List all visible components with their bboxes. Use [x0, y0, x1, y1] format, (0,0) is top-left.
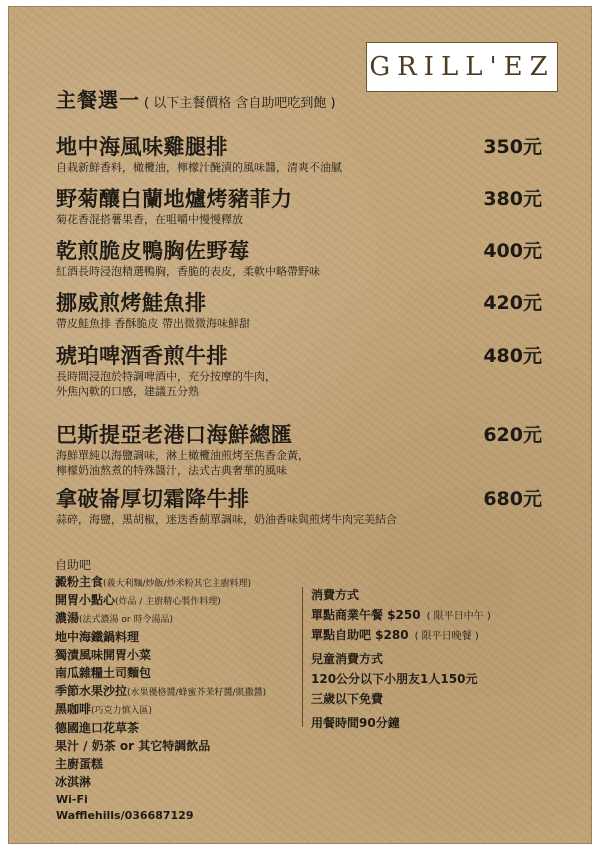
buffet-item-note: (法式濃湯 or 時令湯品) [79, 615, 173, 626]
dish-price: 680元 [483, 488, 542, 510]
buffet-item-text: 澱粉主食 [55, 575, 104, 589]
dish-price: 480元 [483, 345, 542, 367]
buffet-item-text: 南瓜雜糧土司麵包 [55, 666, 152, 681]
dish-description: 帶皮鮭魚排 香酥脆皮 帶出微微海味鮮甜 [56, 317, 250, 330]
buffet-item-text: 獨漬風味開胃小菜 [55, 647, 152, 662]
payment-option-text: 單點商業午餐 $250 [311, 608, 421, 622]
dish-item [56, 238, 542, 279]
buffet-item [55, 701, 305, 719]
dish-item [56, 186, 542, 227]
buffet-item [55, 720, 305, 738]
payment-option [311, 606, 491, 623]
buffet-item-text: 地中海鐵鍋料理 [55, 629, 140, 644]
buffet-item-note: (義大利麵/炒飯/炒米粉其它主廚料理) [103, 579, 252, 589]
dish-description: 自栽新鮮香料，橄欖油，檸檬汁醃漬的風味醬，清爽不油膩 [56, 161, 342, 174]
dining-time: 用餐時間90分鐘 [311, 716, 400, 730]
kids-pricing-line: 三歲以下免費 [311, 692, 384, 706]
column-divider [302, 587, 303, 727]
dish-item [56, 422, 542, 478]
dish-name: 乾煎脆皮鴨胸佐野莓 [56, 239, 250, 263]
dish-description: 海鮮單純以海鹽調味，淋上橄欖油煎烤至焦香金黃， [56, 449, 309, 462]
buffet-item [55, 647, 305, 665]
buffet-item-note: (炸品 / 主廚精心製作料理) [115, 597, 221, 608]
section-title [56, 84, 336, 113]
dish-price: 420元 [483, 292, 542, 314]
payment-option [311, 626, 479, 643]
dish-description: 長時間浸泡於特調啤酒中，充分按摩的牛肉， [56, 370, 276, 383]
buffet-heading: 自助吧 [55, 558, 92, 572]
buffet-item [55, 774, 305, 792]
dish-name: 地中海風味雞腿排 [56, 135, 228, 159]
buffet-item-text: 冰淇淋 [55, 775, 92, 790]
buffet-list [55, 557, 305, 792]
kids-pricing-heading: 兒童消費方式 [311, 652, 384, 666]
buffet-item [55, 738, 305, 756]
payment-option-note: ( 限平日中午 ) [426, 611, 491, 622]
section-subtitle: ( 以下主餐價格 含自助吧吃到飽 ) [144, 96, 336, 111]
buffet-item [55, 665, 305, 683]
dish-price: 400元 [483, 240, 542, 262]
dish-name: 拿破崙厚切霜降牛排 [56, 487, 250, 511]
buffet-item-text: 季節水果沙拉 [55, 684, 128, 699]
dish-item [56, 290, 542, 331]
payment-option-note: ( 限平日晚餐 ) [414, 631, 479, 642]
buffet-item [55, 592, 305, 610]
buffet-item-note: (巧克力慎入區) [91, 706, 153, 717]
buffet-item-text: 開胃小點心 [55, 593, 116, 608]
buffet-item [55, 756, 305, 774]
buffet-item-text: 德國進口花草茶 [55, 720, 140, 735]
dish-name: 巴斯提亞老港口海鮮總匯 [56, 423, 293, 447]
buffet-item-text: 主廚蛋糕 [55, 757, 104, 772]
payment-option-text: 單點自助吧 $280 [311, 628, 409, 642]
dish-item [56, 343, 542, 399]
dish-price: 350元 [483, 136, 542, 158]
kids-pricing-line: 120公分以下小朋友1人150元 [311, 672, 478, 686]
dish-description: 蒜碎，海鹽，黑胡椒，迷迭香薊單調味，奶油香味與煎烤牛肉完美結合 [56, 513, 397, 526]
dish-price: 380元 [483, 188, 542, 210]
wifi-label: Wi-Fi [56, 793, 88, 806]
restaurant-logo [366, 42, 558, 92]
buffet-item-text: 果汁 / 奶茶 or 其它特調飲品 [55, 738, 211, 753]
dish-name: 野菊釀白蘭地爐烤豬菲力 [56, 187, 293, 211]
dish-description: 外焦內軟的口感，建議五分熟 [56, 385, 199, 398]
buffet-item-text: 濃湯 [55, 611, 80, 626]
dish-description: 檸檬奶油熬煮的特殊醬汁，法式古典奢華的風味 [56, 464, 287, 477]
dish-item [56, 134, 542, 175]
buffet-item [55, 629, 305, 647]
logo-text: GRILL'EZ [369, 52, 555, 82]
dish-description: 菊花香混搭薯果香，在咀嚼中慢慢釋放 [56, 213, 243, 226]
dish-price: 620元 [483, 424, 542, 446]
buffet-item [55, 683, 305, 701]
payment-heading: 消費方式 [311, 588, 360, 602]
buffet-item-note: (水果優格醬/蜂蜜芥茉籽醬/凱撒醬) [127, 688, 267, 699]
buffet-item [55, 574, 305, 592]
section-title-text: 主餐選一 [56, 88, 140, 112]
wifi-info [56, 792, 194, 824]
wifi-value: Wafflehills/036687129 [56, 809, 194, 822]
buffet-item-text: 黑咖啡 [55, 702, 92, 717]
dish-name: 挪威煎烤鮭魚排 [56, 291, 207, 315]
dish-item [56, 486, 542, 527]
dish-description: 紅酒長時浸泡精選鴨胸，香脆的表皮，柔軟中略帶野味 [56, 265, 320, 278]
buffet-item [55, 610, 305, 628]
dish-name: 琥珀啤酒香煎牛排 [56, 344, 228, 368]
